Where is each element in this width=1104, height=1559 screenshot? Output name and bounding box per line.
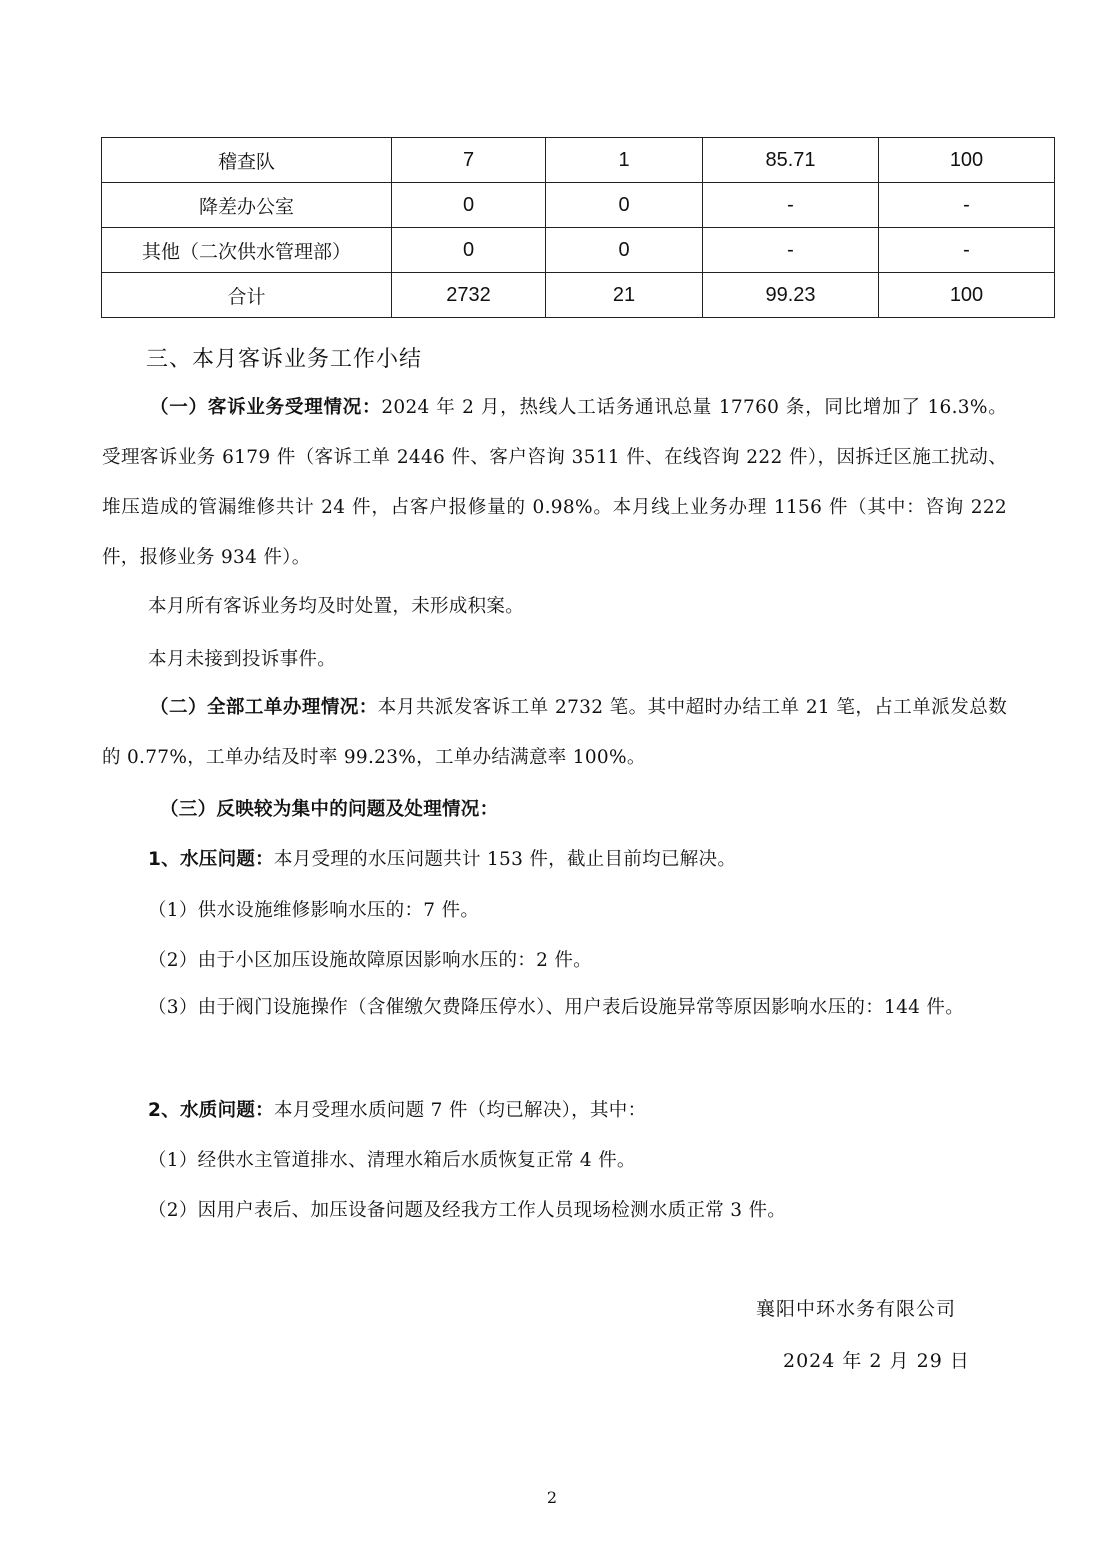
table-row: [102, 138, 1055, 183]
paragraph-text: 本月受理的水压问题共计 153 件，截止目前均已解决。: [273, 849, 737, 870]
table-cell: 85.71: [703, 138, 879, 183]
table-cell: 0: [392, 228, 546, 273]
paragraph-text: 2024 年 2 月，热线人工话务通讯总量 17760 条，同比增加了 16.3%。受理客诉业务 6179 件（客诉工单 2446 件、客户咨询 3511 件、在线咨询 222 件），因拆迁区施工扰动、堆压造成的管漏维修共计 24 件，占客户报修量的 0.98%。本月线上业务办理 1156 件（其中：咨询 222 件，报修业务 934 件）。: [102, 397, 1007, 568]
list-item: （2）因用户表后、加压设备问题及经我方工作人员现场检测水质正常 3 件。: [148, 1200, 787, 1221]
table-cell: -: [879, 183, 1055, 228]
table-cell: 100: [879, 138, 1055, 183]
table-cell: -: [879, 228, 1055, 273]
paragraph-work-orders: [102, 683, 1007, 783]
table-cell: 降差办公室: [102, 183, 392, 228]
signature-date: 2024 年 2 月 29 日: [783, 1350, 970, 1372]
table-cell: 稽查队: [102, 138, 392, 183]
table-cell: -: [703, 183, 879, 228]
table-cell: 21: [546, 273, 703, 318]
list-item: （3）由于阀门设施操作（含催缴欠费降压停水）、用户表后设施异常等原因影响水压的：144 件。: [148, 997, 965, 1018]
section-heading: 三、本月客诉业务工作小结: [146, 347, 423, 372]
paragraph-text: 本月受理水质问题 7 件（均已解决），其中：: [273, 1100, 647, 1121]
table-cell: 其他（二次供水管理部）: [102, 228, 392, 273]
table-cell: 99.23: [703, 273, 879, 318]
paragraph-label: 1、水压问题：: [148, 849, 274, 870]
paragraph-label: （二）全部工单办理情况：: [150, 697, 378, 718]
table-cell: 0: [546, 183, 703, 228]
paragraph-label: （一）客诉业务受理情况：: [150, 397, 382, 418]
table-cell: 7: [392, 138, 546, 183]
signature-company: 襄阳中环水务有限公司: [756, 1298, 957, 1320]
paragraph-complaint-intake: [102, 383, 1007, 583]
paragraph-no-backlog: 本月所有客诉业务均及时处置，未形成积案。: [148, 596, 525, 617]
table-row: [102, 273, 1055, 318]
stats-table: [101, 137, 1055, 318]
list-item: （1）经供水主管道排水、清理水箱后水质恢复正常 4 件。: [148, 1150, 636, 1171]
table-row: [102, 228, 1055, 273]
table-cell: 2732: [392, 273, 546, 318]
table-row: [102, 183, 1055, 228]
paragraph-text: 本月共派发客诉工单 2732 笔。其中超时办结工单 21 笔，占工单派发总数的 0.77%，工单办结及时率 99.23%，工单办结满意率 100%。: [102, 697, 1007, 768]
subheading-issues: （三）反映较为集中的问题及处理情况：: [160, 799, 499, 820]
table-cell: 0: [392, 183, 546, 228]
paragraph-quality: [148, 1096, 646, 1126]
paragraph-pressure: [148, 845, 736, 875]
table-cell: 合计: [102, 273, 392, 318]
table-cell: -: [703, 228, 879, 273]
table-cell: 0: [546, 228, 703, 273]
list-item: （2）由于小区加压设施故障原因影响水压的：2 件。: [148, 950, 592, 971]
table-cell: 1: [546, 138, 703, 183]
list-item: （1）供水设施维修影响水压的：7 件。: [148, 900, 480, 921]
paragraph-no-complaints: 本月未接到投诉事件。: [148, 649, 337, 670]
table-cell: 100: [879, 273, 1055, 318]
paragraph-label: 2、水质问题：: [148, 1100, 274, 1121]
page-number: 2: [546, 1488, 558, 1507]
